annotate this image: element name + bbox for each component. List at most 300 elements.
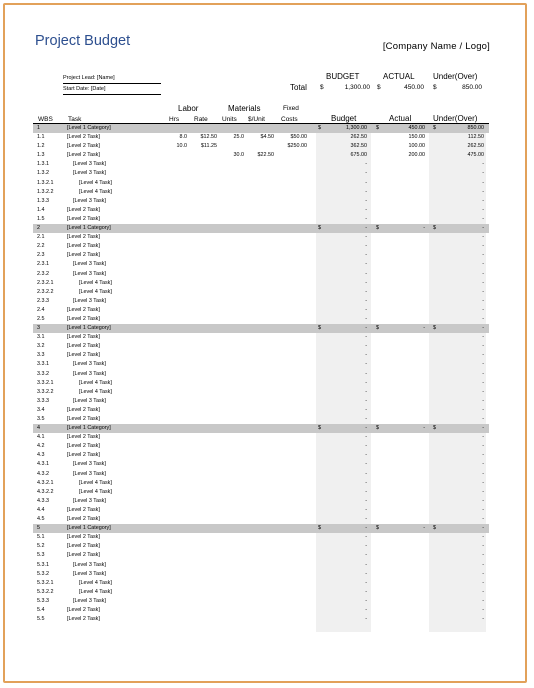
table-row [33,388,489,397]
start-date-field[interactable]: Start Date: [Date] [63,84,161,95]
task-cell[interactable]: [Level 4 Task] [79,379,112,386]
actual-cell: - [423,325,425,332]
wbs-cell: 5.4 [37,606,45,613]
task-cell[interactable]: [Level 3 Task] [73,597,106,604]
budget-cell: 362.50 [350,143,367,150]
uo-cell: - [482,443,484,450]
task-cell[interactable]: [Level 2 Task] [67,143,100,150]
uo-cell: - [482,588,484,595]
task-cell[interactable]: [Level 2 Task] [67,443,100,450]
uo-cell: - [482,470,484,477]
task-cell[interactable]: [Level 2 Task] [67,552,100,559]
task-cell[interactable]: [Level 3 Task] [73,370,106,377]
table-row [33,588,489,597]
per-unit-cell: $4.50 [260,134,274,141]
task-cell[interactable]: [Level 2 Task] [67,416,100,422]
uo-cell: - [482,325,484,332]
currency-symbol: $ [318,425,321,432]
wbs-cell: 2.3.3 [37,297,49,304]
table-row [33,197,489,206]
budget-cell: - [365,161,367,168]
budget-cell: - [365,379,367,386]
task-cell[interactable]: [Level 3 Task] [73,361,106,368]
wbs-cell: 2.3.2.2 [37,288,54,295]
task-cell[interactable]: [Level 2 Task] [67,616,100,623]
table-row [33,497,489,506]
uo-cell: - [482,461,484,468]
uo-cell: - [482,161,484,168]
task-cell[interactable]: [Level 3 Task] [73,470,106,477]
uo-cell: - [482,379,484,386]
actual-cell: - [423,225,425,232]
wbs-cell: 1 [37,125,40,131]
budget-cell: - [365,470,367,477]
task-cell[interactable]: [Level 3 Task] [73,261,106,268]
uo-cell: 112.50 [467,134,484,141]
task-cell[interactable]: [Level 2 Task] [67,606,100,613]
wbs-cell: 2.4 [37,306,45,313]
summary-budget-total: 1,300.00 [344,84,370,91]
uo-cell: - [482,434,484,441]
budget-cell: - [365,315,367,322]
budget-cell: - [365,425,367,432]
uo-cell: - [482,188,484,195]
task-cell[interactable]: [Level 3 Task] [73,570,106,577]
wbs-cell: 3.3 [37,352,45,359]
budget-cell: - [365,297,367,304]
table-row [33,433,489,442]
task-cell[interactable]: [Level 4 Task] [79,588,112,595]
table-row [33,251,489,260]
task-cell[interactable]: [Level 2 Task] [67,152,100,159]
table-row [33,160,489,169]
table-row [33,597,489,606]
uo-cell: - [482,270,484,277]
uo-cell: - [482,361,484,368]
units-column-header: Units [222,116,237,123]
summary-under-over-header: Under(Over) [433,72,478,81]
budget-cell: - [365,334,367,341]
table-row [33,288,489,297]
units-cell: 30.0 [233,152,244,159]
table-row [33,415,489,424]
hrs-cell: 8.0 [179,134,187,141]
task-cell[interactable]: [Level 4 Task] [79,388,112,395]
task-column-header: Task [68,116,82,123]
task-cell[interactable]: [Level 2 Task] [67,306,100,313]
uo-cell: - [482,525,484,532]
uo-cell: - [482,570,484,577]
budget-cell: - [365,234,367,241]
budget-cell: - [365,261,367,268]
wbs-cell: 2.3.2 [37,270,49,277]
budget-table-body [33,124,489,624]
company-logo-placeholder: [Company Name / Logo] [382,41,490,52]
category-row [33,324,489,333]
uo-cell: - [482,288,484,295]
task-cell[interactable]: [Level 2 Task] [67,252,100,259]
task-cell[interactable]: [Level 4 Task] [79,179,112,186]
task-cell[interactable]: [Level 4 Task] [79,488,112,495]
page-title: Project Budget [35,33,131,49]
actual-cell: - [423,525,425,532]
currency-symbol: $ [433,225,436,232]
table-row [33,297,489,306]
currency-symbol: $ [376,425,379,432]
wbs-cell: 2.3 [37,252,45,259]
wbs-cell: 2.3.1 [37,261,49,268]
uo-cell: - [482,552,484,559]
table-row [33,151,489,160]
task-cell[interactable]: [Level 2 Task] [67,343,100,350]
uo-cell: - [482,406,484,413]
currency-symbol: $ [433,325,436,332]
wbs-cell: 2.2 [37,243,45,250]
table-row [33,279,489,288]
uo-cell: 850.00 [467,125,484,131]
table-row [33,133,489,142]
budget-cell: - [365,361,367,368]
currency-symbol: $ [433,125,436,131]
budget-cell: - [365,179,367,186]
uo-cell: - [482,561,484,568]
table-row [33,233,489,242]
uo-cell: - [482,225,484,232]
uo-cell: - [482,352,484,359]
wbs-cell: 4.2 [37,443,45,450]
task-cell[interactable]: [Level 2 Task] [67,206,100,213]
labor-group-header: Labor [178,104,199,113]
budget-cell: - [365,343,367,350]
table-row [33,488,489,497]
uo-cell: - [482,388,484,395]
budget-cell: 675.00 [350,152,367,159]
uo-cell: - [482,452,484,459]
table-row [33,242,489,251]
wbs-cell: 1.5 [37,215,45,222]
task-cell[interactable]: [Level 2 Task] [67,543,100,550]
currency-symbol: $ [318,525,321,532]
uo-cell: - [482,479,484,486]
table-row [33,506,489,515]
budget-cell: - [365,516,367,523]
per-unit-column-header: $/Unit [248,116,265,123]
task-cell[interactable]: [Level 1 Category] [67,525,111,532]
budget-cell: - [365,479,367,486]
budget-cell: - [365,397,367,404]
fixed-costs-header-line1: Fixed [283,105,299,112]
task-cell[interactable]: [Level 3 Task] [73,197,106,204]
wbs-cell: 4.3.3 [37,497,49,504]
wbs-cell: 2.1 [37,234,45,241]
table-row [33,333,489,342]
budget-cell: - [365,534,367,541]
budget-cell: - [365,197,367,204]
table-row [33,542,489,551]
budget-cell: - [365,416,367,422]
wbs-cell: 4.3 [37,452,45,459]
category-row [33,124,489,133]
budget-cell: - [365,434,367,441]
task-cell[interactable]: [Level 3 Task] [73,561,106,568]
table-row [33,606,489,615]
budget-cell: - [365,252,367,259]
wbs-cell: 5.3.2 [37,570,49,577]
table-row [33,315,489,324]
budget-cell: - [365,543,367,550]
actual-column-header: Actual [389,114,412,123]
uo-cell: - [482,279,484,286]
wbs-cell: 3.3.3 [37,397,49,404]
table-row [33,561,489,570]
wbs-cell: 4.5 [37,516,45,523]
summary-actual-header: ACTUAL [383,72,415,81]
task-cell[interactable]: [Level 1 Category] [67,425,111,432]
uo-cell: - [482,370,484,377]
uo-cell: 262.50 [467,143,484,150]
task-cell[interactable]: [Level 3 Task] [73,397,106,404]
budget-cell: - [365,270,367,277]
task-cell[interactable]: [Level 3 Task] [73,170,106,177]
budget-cell: - [365,288,367,295]
table-row [33,442,489,451]
task-cell[interactable]: [Level 4 Task] [79,579,112,586]
units-cell: 25.0 [233,134,244,141]
currency-symbol: $ [318,325,321,332]
task-cell[interactable]: [Level 3 Task] [73,297,106,304]
wbs-cell: 2.5 [37,315,45,322]
uo-cell: - [482,616,484,623]
table-row [33,360,489,369]
wbs-cell: 4.4 [37,506,45,513]
budget-cell: - [365,570,367,577]
uo-cell: - [482,488,484,495]
budget-cell: - [365,215,367,222]
task-cell[interactable]: [Level 2 Task] [67,134,100,141]
wbs-cell: 4.3.2.1 [37,479,54,486]
task-cell[interactable]: [Level 3 Task] [73,270,106,277]
budget-cell: - [365,561,367,568]
uo-cell: - [482,425,484,432]
wbs-cell: 1.3.3 [37,197,49,204]
budget-cell: - [365,606,367,613]
uo-cell: - [482,534,484,541]
wbs-cell: 4.1 [37,434,45,441]
wbs-cell: 4 [37,425,40,432]
table-row [33,551,489,560]
task-cell[interactable]: [Level 2 Task] [67,506,100,513]
uo-cell: - [482,606,484,613]
budget-cell: - [365,406,367,413]
materials-group-header: Materials [228,104,261,113]
budget-cell: - [365,497,367,504]
currency-symbol: $ [433,425,436,432]
table-row [33,370,489,379]
wbs-cell: 5.1 [37,534,45,541]
table-row [33,206,489,215]
task-cell[interactable]: [Level 2 Task] [67,434,100,441]
actual-cell: 100.00 [408,143,425,150]
uo-cell: - [482,506,484,513]
fixed-cell: $50.00 [290,134,307,141]
summary-under-over-total: 850.00 [462,84,482,91]
budget-cell: - [365,325,367,332]
budget-cell: 1,300.00 [346,125,367,131]
task-cell[interactable]: [Level 1 Category] [67,125,111,131]
table-row [33,188,489,197]
currency-symbol: $ [433,525,436,532]
uo-cell: - [482,170,484,177]
wbs-cell: 1.3.2 [37,170,49,177]
category-row [33,424,489,433]
wbs-cell: 3.3.2.1 [37,379,54,386]
wbs-cell: 1.3.2.1 [37,179,54,186]
budget-cell: - [365,370,367,377]
currency-symbol: $ [318,225,321,232]
budget-cell: - [365,597,367,604]
hrs-column-header: Hrs [169,116,180,123]
table-row [33,470,489,479]
budget-cell: 262.50 [350,134,367,141]
table-row [33,270,489,279]
currency-symbol: $ [376,325,379,332]
task-cell[interactable]: [Level 3 Task] [73,497,106,504]
task-cell[interactable]: [Level 3 Task] [73,161,106,168]
task-cell[interactable]: [Level 2 Task] [67,452,100,459]
fixed-cell: $250.00 [287,143,307,150]
wbs-cell: 1.3.1 [37,161,49,168]
uo-cell: - [482,243,484,250]
wbs-cell: 2 [37,225,40,232]
task-cell[interactable]: [Level 2 Task] [67,315,100,322]
table-row [33,460,489,469]
uo-cell: - [482,306,484,313]
budget-cell: - [365,461,367,468]
task-cell[interactable]: [Level 3 Task] [73,461,106,468]
budget-cell: - [365,306,367,313]
task-cell[interactable]: [Level 1 Category] [67,325,111,332]
uo-cell: 475.00 [467,152,484,159]
budget-cell: - [365,525,367,532]
actual-cell: 150.00 [408,134,425,141]
actual-cell: - [423,425,425,432]
budget-cell: - [365,616,367,623]
task-cell[interactable]: [Level 2 Task] [67,352,100,359]
summary-currency: $ [320,84,324,91]
project-lead-field[interactable]: Project Lead: [Name] [63,73,161,84]
budget-cell: - [365,579,367,586]
table-row [33,260,489,269]
wbs-cell: 3.3.1 [37,361,49,368]
uo-cell: - [482,234,484,241]
summary-actual-total: 450.00 [404,84,424,91]
task-cell[interactable]: [Level 2 Task] [67,406,100,413]
task-cell[interactable]: [Level 1 Category] [67,225,111,232]
uo-cell: - [482,543,484,550]
budget-cell: - [365,388,367,395]
table-row [33,615,489,624]
per-unit-cell: $22.50 [257,152,274,159]
wbs-cell: 3.3.2 [37,370,49,377]
task-cell[interactable]: [Level 4 Task] [79,288,112,295]
uo-cell: - [482,516,484,523]
task-cell[interactable]: [Level 2 Task] [67,215,100,222]
summary-budget-header: BUDGET [326,72,360,81]
task-cell[interactable]: [Level 2 Task] [67,534,100,541]
wbs-cell: 5.2 [37,543,45,550]
budget-cell: - [365,588,367,595]
uo-cell: - [482,597,484,604]
currency-symbol: $ [318,125,321,131]
task-cell[interactable]: [Level 2 Task] [67,334,100,341]
budget-cell: - [365,552,367,559]
wbs-cell: 1.2 [37,143,45,150]
uo-cell: - [482,261,484,268]
wbs-cell: 1.1 [37,134,45,141]
budget-cell: - [365,352,367,359]
table-row [33,306,489,315]
budget-cell: - [365,225,367,232]
summary-total-label: Total [290,83,307,92]
wbs-cell: 2.3.2.1 [37,279,54,286]
currency-symbol: $ [376,225,379,232]
fixed-costs-header-line2: Costs [281,116,298,123]
uo-cell: - [482,416,484,422]
budget-cell: - [365,170,367,177]
currency-symbol: $ [376,525,379,532]
budget-cell: - [365,488,367,495]
table-row [33,142,489,151]
table-row [33,379,489,388]
task-cell[interactable]: [Level 4 Task] [79,479,112,486]
summary-currency: $ [433,84,437,91]
currency-symbol: $ [376,125,379,131]
budget-cell: - [365,206,367,213]
budget-cell: - [365,279,367,286]
uo-cell: - [482,179,484,186]
budget-cell: - [365,443,367,450]
wbs-cell: 5.5 [37,616,45,623]
hrs-cell: 10.0 [176,143,187,150]
wbs-cell: 3.5 [37,416,45,422]
wbs-cell: 3.2 [37,343,45,350]
rate-cell: $12.50 [200,134,217,141]
uo-cell: - [482,497,484,504]
uo-cell: - [482,206,484,213]
task-cell[interactable]: [Level 2 Task] [67,243,100,250]
table-row [33,406,489,415]
actual-cell: 200.00 [408,152,425,159]
category-row [33,524,489,533]
wbs-cell: 1.4 [37,206,45,213]
table-row [33,479,489,488]
table-row [33,451,489,460]
wbs-cell: 4.3.2.2 [37,488,54,495]
under-over-column-header: Under(Over) [433,114,478,123]
wbs-cell: 5.3.2.1 [37,579,54,586]
task-cell[interactable]: [Level 4 Task] [79,188,112,195]
task-cell[interactable]: [Level 2 Task] [67,234,100,241]
budget-cell: - [365,188,367,195]
wbs-cell: 3.1 [37,334,45,341]
table-row [33,179,489,188]
summary-currency: $ [377,84,381,91]
uo-cell: - [482,315,484,322]
task-cell[interactable]: [Level 2 Task] [67,516,100,523]
task-cell[interactable]: [Level 4 Task] [79,279,112,286]
actual-cell: 450.00 [408,125,425,131]
wbs-cell: 5.3 [37,552,45,559]
